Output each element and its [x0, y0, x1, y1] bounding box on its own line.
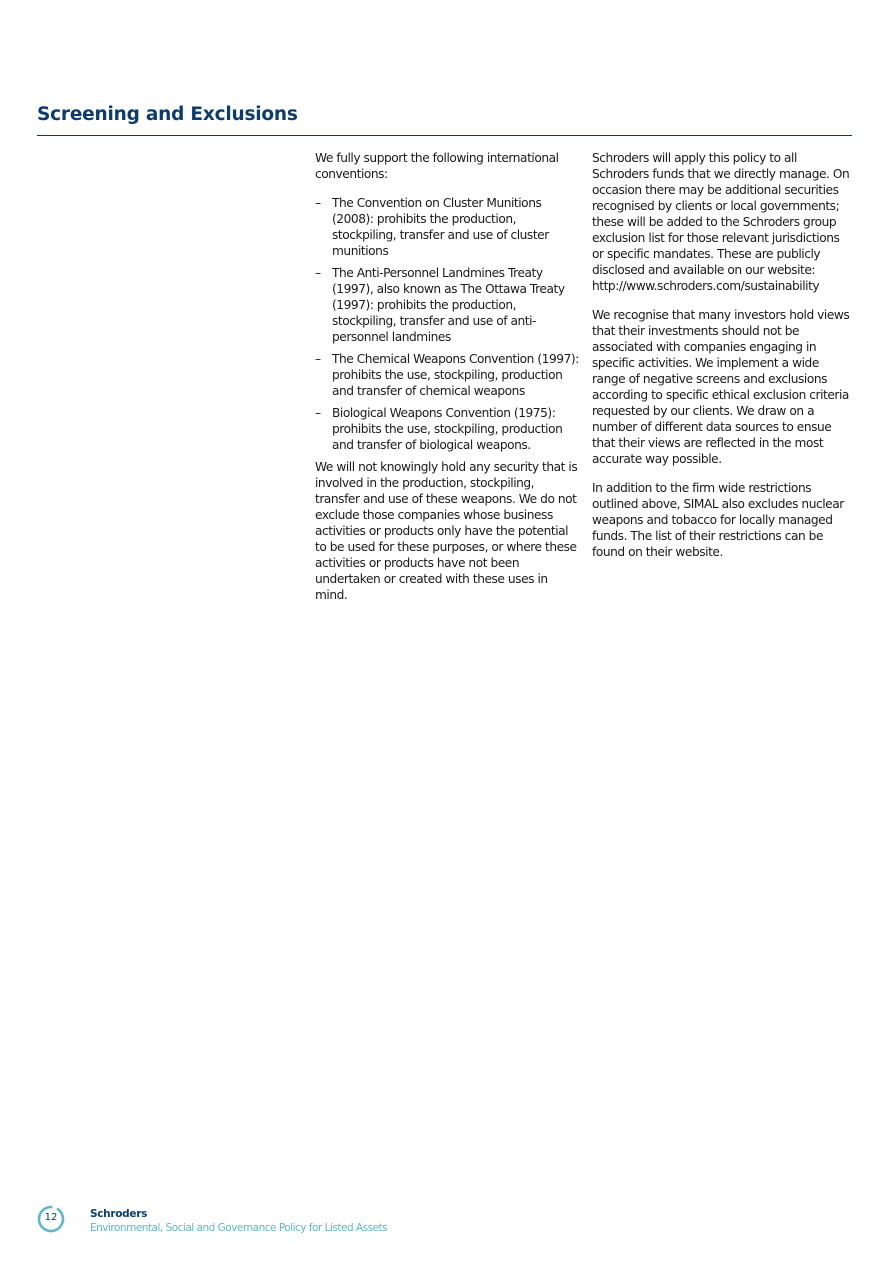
- list-item: [315, 405, 581, 453]
- policy-scope-paragraph: Schroders will apply this policy to all Schroders funds that we directly manage. On occasion there may be additional securities recognised by clients or local governments; these will be added to the Schroders group exclusion list for those relevant jurisdictions or specific mandates. These are publicly disclosed and available on our website: http://www.schroders.com/sustainability: [592, 151, 850, 293]
- bullet-dash: –: [315, 266, 321, 280]
- bullet-dash: –: [315, 196, 321, 210]
- list-item: [315, 265, 581, 345]
- convention-text: Biological Weapons Convention (1975): prohibits the use, stockpiling, production and transfer of biological weapons.: [332, 406, 563, 452]
- convention-text: The Convention on Cluster Munitions (2008): prohibits the production, stockpiling, transfer and use of cluster munitions: [332, 196, 549, 258]
- list-item: [315, 351, 581, 399]
- page-number: 12: [44, 1212, 58, 1223]
- bullet-dash: –: [315, 352, 321, 366]
- right-column: [592, 150, 854, 573]
- convention-text: The Anti-Personnel Landmines Treaty (1997), also known as The Ottawa Treaty (1997): prohibits the production, stockpiling, transfer and use of anti-personnel landmines: [332, 266, 565, 344]
- conventions-list: [315, 195, 581, 453]
- convention-text: The Chemical Weapons Convention (1997): prohibits the use, stockpiling, production and transfer of chemical weapons: [332, 352, 579, 398]
- negative-screens-paragraph: We recognise that many investors hold views that their investments should not be associated with companies engaging in specific activities. We implement a wide range of negative screens and exclusions according to specific ethical exclusion criteria requested by our clients. We draw on a number of different data sources to ensue that their views are reflected in the most accurate way possible.: [592, 308, 850, 466]
- list-item: [315, 195, 581, 259]
- simal-restrictions-paragraph: In addition to the firm wide restrictions outlined above, SIMAL also excludes nuclear weapons and tobacco for locally managed funds. The list of their restrictions can be found on their website.: [592, 481, 844, 559]
- page-title: Screening and Exclusions: [37, 104, 298, 125]
- conventions-intro: We fully support the following international conventions:: [315, 151, 559, 181]
- title-divider: [37, 135, 852, 136]
- left-column: [315, 150, 581, 616]
- weapons-holding-statement: We will not knowingly hold any security that is involved in the production, stockpiling, transfer and use of these weapons. We do not exclude those companies whose business activities or products only have the potential to be used for these purposes, or where these activities or products have not been undertaken or created with these uses in mind.: [315, 460, 578, 602]
- bullet-dash: –: [315, 406, 321, 420]
- footer-document-title: Environmental, Social and Governance Policy for Listed Assets: [90, 1222, 388, 1234]
- footer-brand: Schroders: [90, 1208, 148, 1220]
